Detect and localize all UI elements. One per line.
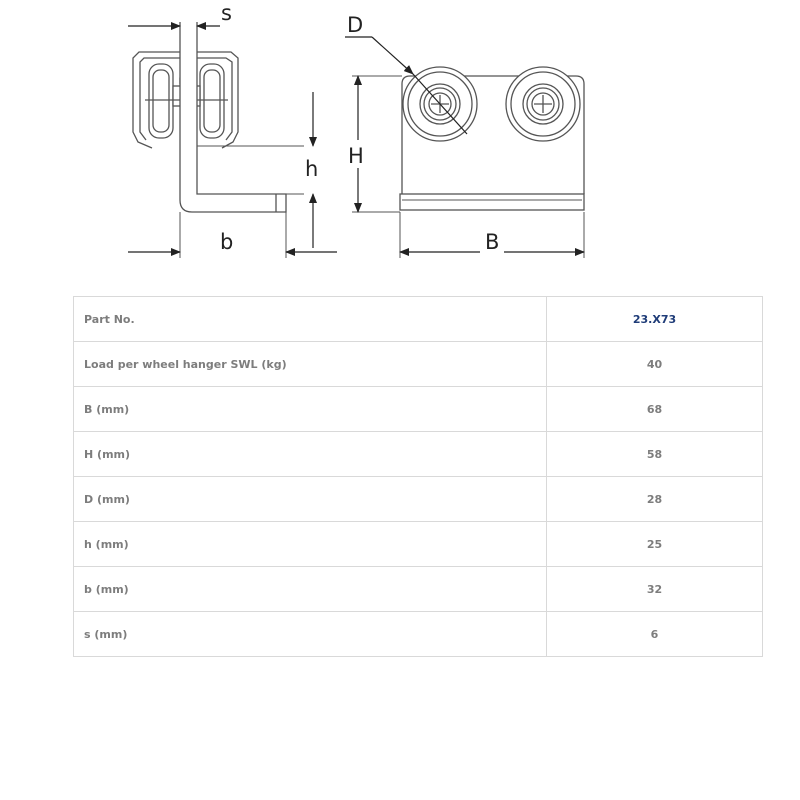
table-row [74,387,763,432]
technical-drawing [0,0,800,280]
front-base-plate [400,194,584,210]
dim-label-s: s [221,1,232,25]
dim-label-h: h [305,157,319,181]
row-label: s (mm) [74,612,547,657]
row-label: h (mm) [74,522,547,567]
side-view [133,22,304,258]
dim-label-H: H [348,144,364,168]
row-label: B (mm) [74,387,547,432]
hanger-bracket [180,22,286,212]
front-view [352,67,584,258]
row-value: 68 [547,387,763,432]
table-row [74,522,763,567]
row-value: 6 [547,612,763,657]
row-value: 58 [547,432,763,477]
table-row [74,432,763,477]
table-row [74,612,763,657]
row-label: Load per wheel hanger SWL (kg) [74,342,547,387]
front-right-wheel [506,67,580,141]
table-header-row [74,297,763,342]
row-value: 25 [547,522,763,567]
table-row [74,342,763,387]
header-value: 23.X73 [547,297,763,342]
row-value: 32 [547,567,763,612]
row-label: b (mm) [74,567,547,612]
table-row [74,477,763,522]
row-label: D (mm) [74,477,547,522]
row-value: 40 [547,342,763,387]
dim-label-B: B [485,230,500,254]
dim-label-D: D [347,13,364,37]
spec-table [73,296,763,657]
dim-label-b: b [220,230,234,254]
table-row [74,567,763,612]
row-value: 28 [547,477,763,522]
header-label: Part No. [74,297,547,342]
row-label: H (mm) [74,432,547,477]
